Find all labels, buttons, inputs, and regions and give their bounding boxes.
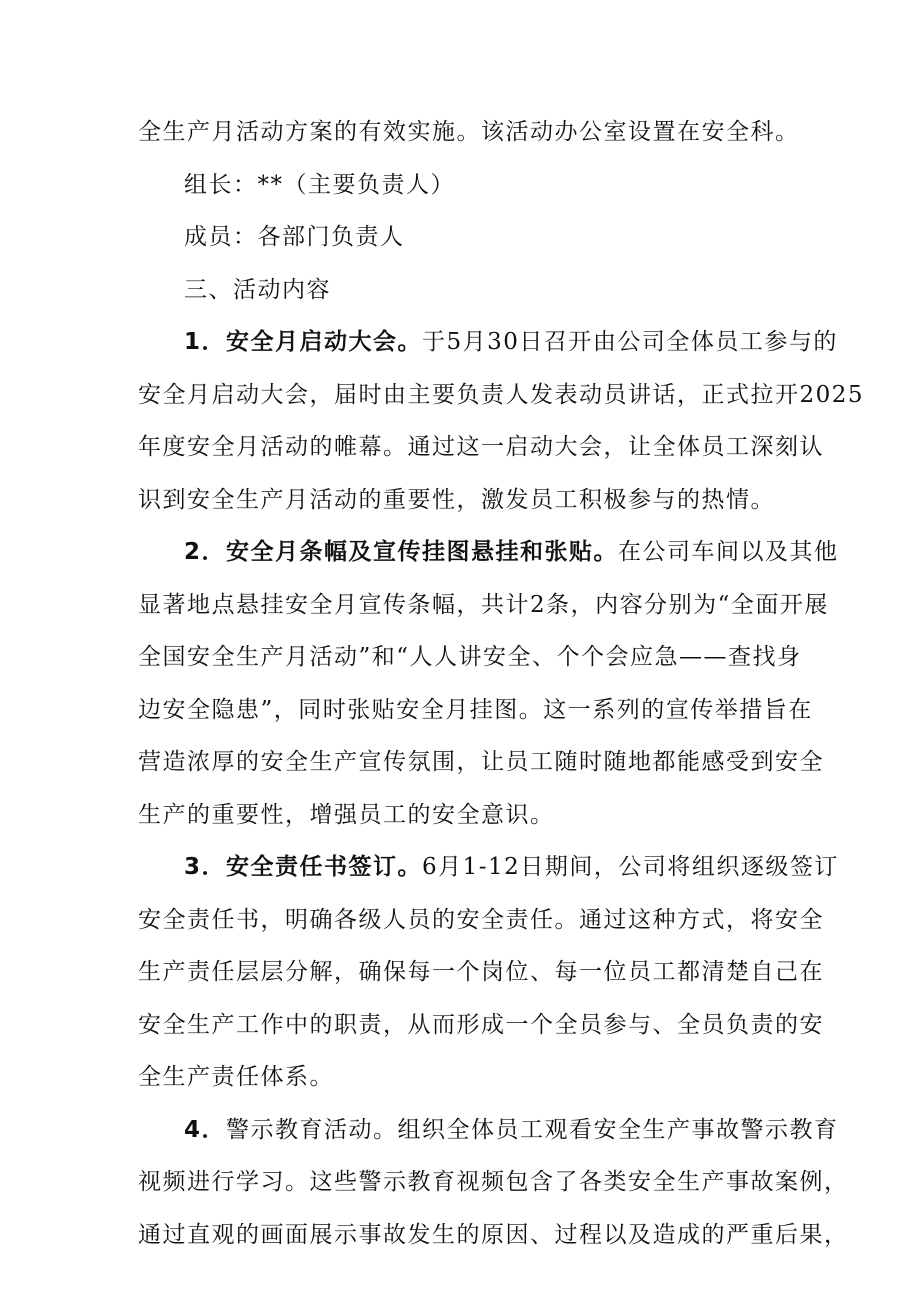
paragraph-line: 边安全隐患”，同时张贴安全月挂图。这一系列的宣传举措旨在 xyxy=(138,696,813,723)
item-4-first-line xyxy=(138,1104,839,1157)
item-title: 安全月条幅及宣传挂图悬挂和张贴。 xyxy=(226,539,619,565)
item-title: 安全责任书签订。 xyxy=(226,854,423,880)
paragraph-line: 全生产月活动方案的有效实施。该活动办公室设置在安全科。 xyxy=(138,119,800,145)
item-title: 安全月启动大会。 xyxy=(226,329,423,355)
paragraph-line: 安全责任书，明确各级人员的安全责任。通过这种方式，将安全 xyxy=(138,906,824,933)
leader-line: 组长：**（主要负责人） xyxy=(184,171,455,198)
item-number: 4． xyxy=(184,1116,227,1143)
paragraph-line: 全生产责任体系。 xyxy=(138,1064,334,1090)
paragraph-line: 视频进行学习。这些警示教育视频包含了各类安全生产事故案例， xyxy=(138,1169,849,1195)
item-number: 2． xyxy=(184,539,227,565)
item-number: 1． xyxy=(184,329,227,355)
item-1-first-line xyxy=(138,316,838,369)
item-2-first-line xyxy=(138,526,839,579)
paragraph-line: 显著地点悬挂安全月宣传条幅，共计2条，内容分别为“全面开展 xyxy=(138,591,829,618)
paragraph-line: 通过直观的画面展示事故发生的原因、过程以及造成的严重后果， xyxy=(138,1221,849,1248)
paragraph-line: 生产责任层层分解，确保每一个岗位、每一位员工都清楚自己在 xyxy=(138,959,824,985)
item-text: 6月1-12日期间，公司将组织逐级签订 xyxy=(422,854,839,880)
paragraph-line: 年度安全月活动的帷幕。通过这一启动大会，让全体员工深刻认 xyxy=(138,434,824,460)
item-text: 于5月30日召开由公司全体员工参与的 xyxy=(422,329,838,355)
item-text: 在公司车间以及其他 xyxy=(618,539,839,565)
paragraph-line: 全国安全生产月活动”和“人人讲安全、个个会应急——查找身 xyxy=(138,644,802,670)
paragraph-line: 安全月启动大会，届时由主要负责人发表动员讲话，正式拉开2025 xyxy=(138,381,865,408)
document-body xyxy=(138,106,865,1261)
item-text: 警示教育活动。组织全体员工观看安全生产事故警示教育 xyxy=(226,1116,839,1143)
paragraph-line: 识到安全生产月活动的重要性，激发员工积极参与的热情。 xyxy=(138,486,775,513)
members-line: 成员：各部门负责人 xyxy=(184,224,405,250)
paragraph-line: 营造浓厚的安全生产宣传氛围，让员工随时随地都能感受到安全 xyxy=(138,749,824,775)
item-number: 3． xyxy=(184,854,227,880)
paragraph-line: 生产的重要性，增强员工的安全意识。 xyxy=(138,801,555,828)
item-3-first-line xyxy=(138,841,839,894)
paragraph-line: 安全生产工作中的职责，从而形成一个全员参与、全员负责的安 xyxy=(138,1011,824,1038)
section-heading: 三、活动内容 xyxy=(184,276,331,303)
